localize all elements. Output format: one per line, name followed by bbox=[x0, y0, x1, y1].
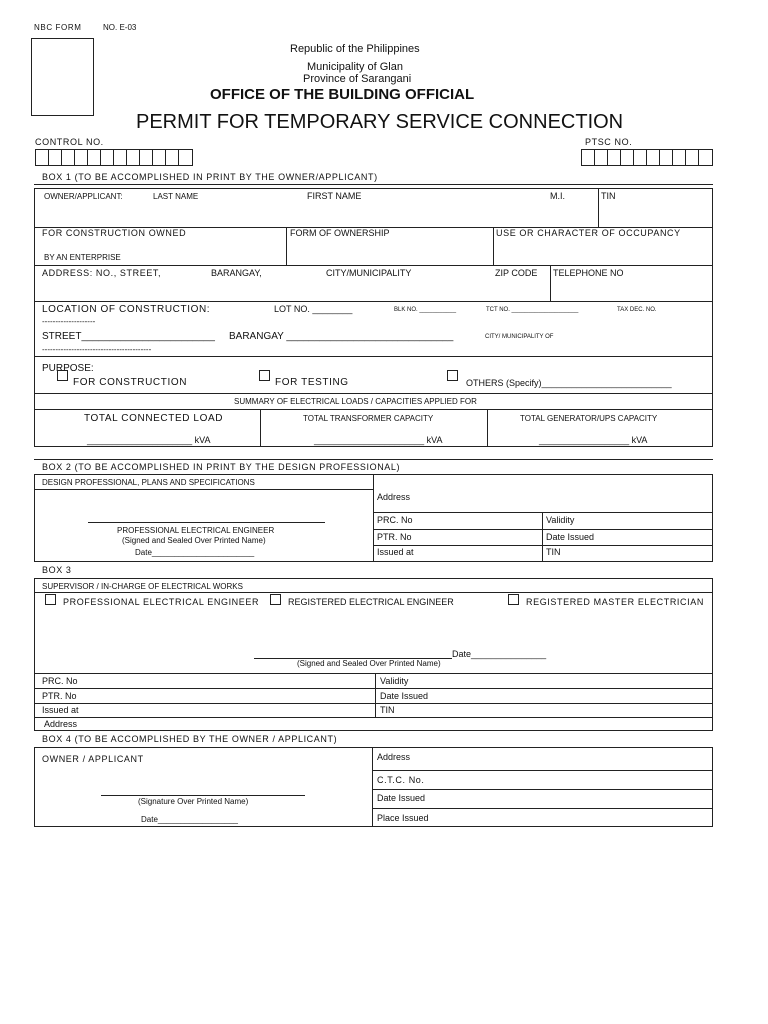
divider bbox=[34, 393, 713, 394]
divider bbox=[375, 673, 376, 717]
ptsc-no-field[interactable] bbox=[581, 149, 713, 166]
kva-generator-field[interactable]: __________________ kVA bbox=[539, 435, 648, 445]
for-testing-label: FOR TESTING bbox=[275, 377, 349, 388]
box2-date-issued-label: Date Issued bbox=[546, 532, 595, 542]
owner-applicant-label: OWNER/APPLICANT: bbox=[44, 192, 123, 201]
telephone-label: TELEPHONE NO bbox=[553, 268, 624, 278]
lot-no-label: LOT NO. ________ bbox=[274, 304, 353, 314]
design-prof-label: DESIGN PROFESSIONAL, PLANS AND SPECIFICATIONS bbox=[42, 478, 255, 487]
kva-connected-field[interactable]: _____________________ kVA bbox=[87, 435, 211, 445]
zip-label: ZIP CODE bbox=[495, 268, 538, 278]
box4-date-issued-label: Date Issued bbox=[377, 793, 426, 803]
total-transformer-label: TOTAL TRANSFORMER CAPACITY bbox=[303, 414, 434, 423]
tct-no-label: TCT NO. ____________________ bbox=[486, 307, 579, 313]
divider bbox=[34, 703, 713, 704]
box2-heading: BOX 2 (TO BE ACCOMPLISHED IN PRINT BY THE DESIGN PROFESSIONAL) bbox=[42, 462, 401, 472]
dashes-line: ----------------------------------------- bbox=[42, 345, 152, 354]
purpose-label: PURPOSE: bbox=[42, 363, 94, 374]
barangay-line-label: BARANGAY ______________________________ bbox=[229, 331, 454, 342]
ptsc-no-label: PTSC NO. bbox=[585, 137, 633, 147]
control-no-field[interactable] bbox=[35, 149, 193, 166]
box3-tin-label: TIN bbox=[380, 705, 395, 715]
box4-address-label: Address bbox=[377, 752, 411, 762]
box3-validity-label: Validity bbox=[380, 676, 409, 686]
ree-checkbox[interactable] bbox=[270, 594, 281, 605]
dashes-line: -------------------- bbox=[42, 317, 96, 326]
pee-checkbox[interactable] bbox=[45, 594, 56, 605]
divider bbox=[372, 789, 713, 790]
divider bbox=[34, 459, 713, 460]
republic-text: Republic of the Philippines bbox=[290, 43, 420, 55]
box2-signed-label: (Signed and Sealed Over Printed Name) bbox=[122, 536, 266, 545]
box2-address-label: Address bbox=[377, 492, 411, 502]
box2-date-field[interactable]: Date_______________________ bbox=[135, 548, 255, 557]
divider bbox=[373, 529, 713, 530]
box3-prc-label: PRC. No bbox=[42, 676, 78, 686]
divider bbox=[260, 409, 261, 447]
divider bbox=[34, 265, 713, 266]
box3-address-label: Address bbox=[44, 719, 78, 729]
province-text: Province of Sarangani bbox=[303, 73, 412, 85]
divider bbox=[493, 227, 494, 265]
divider bbox=[34, 301, 713, 302]
signature-line bbox=[88, 522, 325, 523]
divider bbox=[372, 747, 373, 827]
summary-label: SUMMARY OF ELECTRICAL LOADS / CAPACITIES APPLIED FOR bbox=[234, 397, 477, 406]
box3-issued-at-label: Issued at bbox=[42, 705, 79, 715]
total-generator-label: TOTAL GENERATOR/UPS CAPACITY bbox=[520, 414, 658, 423]
form-label: NBC FORM bbox=[34, 23, 82, 32]
for-construction-checkbox[interactable] bbox=[57, 370, 68, 381]
signature-line bbox=[101, 795, 305, 796]
divider bbox=[487, 409, 488, 447]
kva-transformer-field[interactable]: ______________________ kVA bbox=[314, 435, 443, 445]
divider bbox=[550, 265, 551, 301]
page-title: PERMIT FOR TEMPORARY SERVICE CONNECTION bbox=[136, 111, 624, 133]
box2-validity-label: Validity bbox=[546, 515, 575, 525]
box3-heading: BOX 3 bbox=[42, 565, 72, 575]
photo-box bbox=[31, 38, 94, 116]
mi-label: M.I. bbox=[550, 191, 565, 201]
box4-signature-label: (Signature Over Printed Name) bbox=[138, 797, 249, 806]
city-label: CITY/MUNICIPALITY bbox=[326, 268, 412, 278]
divider bbox=[34, 592, 713, 593]
first-name-label: FIRST NAME bbox=[307, 191, 362, 201]
rme-checkbox[interactable] bbox=[508, 594, 519, 605]
office-title: OFFICE OF THE BUILDING OFFICIAL bbox=[210, 86, 475, 103]
place-issued-label: Place Issued bbox=[377, 813, 429, 823]
form-of-ownership-label: FORM OF OWNERSHIP bbox=[290, 228, 390, 238]
total-connected-label: TOTAL CONNECTED LOAD bbox=[84, 413, 224, 424]
divider bbox=[373, 512, 713, 513]
supervisor-label: SUPERVISOR / IN-CHARGE OF ELECTRICAL WORKS bbox=[42, 582, 243, 591]
control-no-label: CONTROL NO. bbox=[35, 137, 104, 147]
by-enterprise-label: BY AN ENTERPRISE bbox=[44, 253, 121, 262]
tax-dec-label: TAX DEC. NO. bbox=[617, 307, 657, 313]
divider bbox=[598, 188, 599, 227]
divider bbox=[34, 688, 713, 689]
box2-ptr-label: PTR. No bbox=[377, 532, 412, 542]
divider bbox=[34, 489, 373, 490]
divider bbox=[34, 409, 713, 410]
divider bbox=[34, 356, 713, 357]
city-of-label: CITY/ MUNICIPALITY OF bbox=[485, 334, 554, 340]
for-testing-checkbox[interactable] bbox=[259, 370, 270, 381]
form-number: NO. E-03 bbox=[103, 23, 137, 32]
divider bbox=[542, 512, 543, 562]
municipality-text: Municipality of Glan bbox=[307, 61, 403, 73]
tin-label: TIN bbox=[601, 191, 616, 201]
box3-date-field[interactable]: Date_______________ bbox=[452, 649, 547, 659]
box2-prc-label: PRC. No bbox=[377, 515, 413, 525]
box3-ptr-label: PTR. No bbox=[42, 691, 77, 701]
use-or-character-label: USE OR CHARACTER OF OCCUPANCY bbox=[496, 228, 681, 238]
others-checkbox[interactable] bbox=[447, 370, 458, 381]
divider bbox=[34, 184, 713, 185]
last-name-label: LAST NAME bbox=[153, 192, 199, 201]
divider bbox=[34, 673, 713, 674]
address-label: ADDRESS: NO., STREET, bbox=[42, 268, 162, 278]
ree-option-label: REGISTERED ELECTRICAL ENGINEER bbox=[288, 597, 454, 607]
owner-applicant-label-4: OWNER / APPLICANT bbox=[42, 754, 144, 764]
box2-pee-label: PROFESSIONAL ELECTRICAL ENGINEER bbox=[117, 526, 275, 535]
for-construction-label: FOR CONSTRUCTION bbox=[73, 377, 188, 388]
ctc-label: C.T.C. No. bbox=[377, 775, 425, 785]
others-label: OTHERS (Specify)__________________________ bbox=[466, 378, 672, 388]
for-construction-owned-label: FOR CONSTRUCTION OWNED bbox=[42, 228, 187, 238]
box2-tin-label: TIN bbox=[546, 547, 561, 557]
divider bbox=[373, 474, 374, 562]
divider bbox=[34, 717, 713, 718]
box4-heading: BOX 4 (TO BE ACCOMPLISHED BY THE OWNER / APPLICANT) bbox=[42, 734, 338, 744]
street-label: STREET________________________ bbox=[42, 331, 215, 342]
box2-issued-at-label: Issued at bbox=[377, 547, 414, 557]
location-label: LOCATION OF CONSTRUCTION: bbox=[42, 304, 211, 315]
pee-option-label: PROFESSIONAL ELECTRICAL ENGINEER bbox=[63, 597, 260, 607]
box3-signed-label: (Signed and Sealed Over Printed Name) bbox=[297, 659, 441, 668]
divider bbox=[373, 545, 713, 546]
divider bbox=[286, 227, 287, 265]
box4-date-field[interactable]: Date__________________ bbox=[141, 815, 238, 824]
divider bbox=[372, 770, 713, 771]
box3-date-issued-label: Date Issued bbox=[380, 691, 429, 701]
rme-option-label: REGISTERED MASTER ELECTRICIAN bbox=[526, 597, 704, 607]
divider bbox=[372, 808, 713, 809]
barangay-label: BARANGAY, bbox=[211, 268, 262, 278]
box1-heading: BOX 1 (TO BE ACCOMPLISHED IN PRINT BY THE OWNER/APPLICANT) bbox=[42, 172, 378, 182]
blk-no-label: BLK NO. ___________ bbox=[394, 307, 457, 313]
